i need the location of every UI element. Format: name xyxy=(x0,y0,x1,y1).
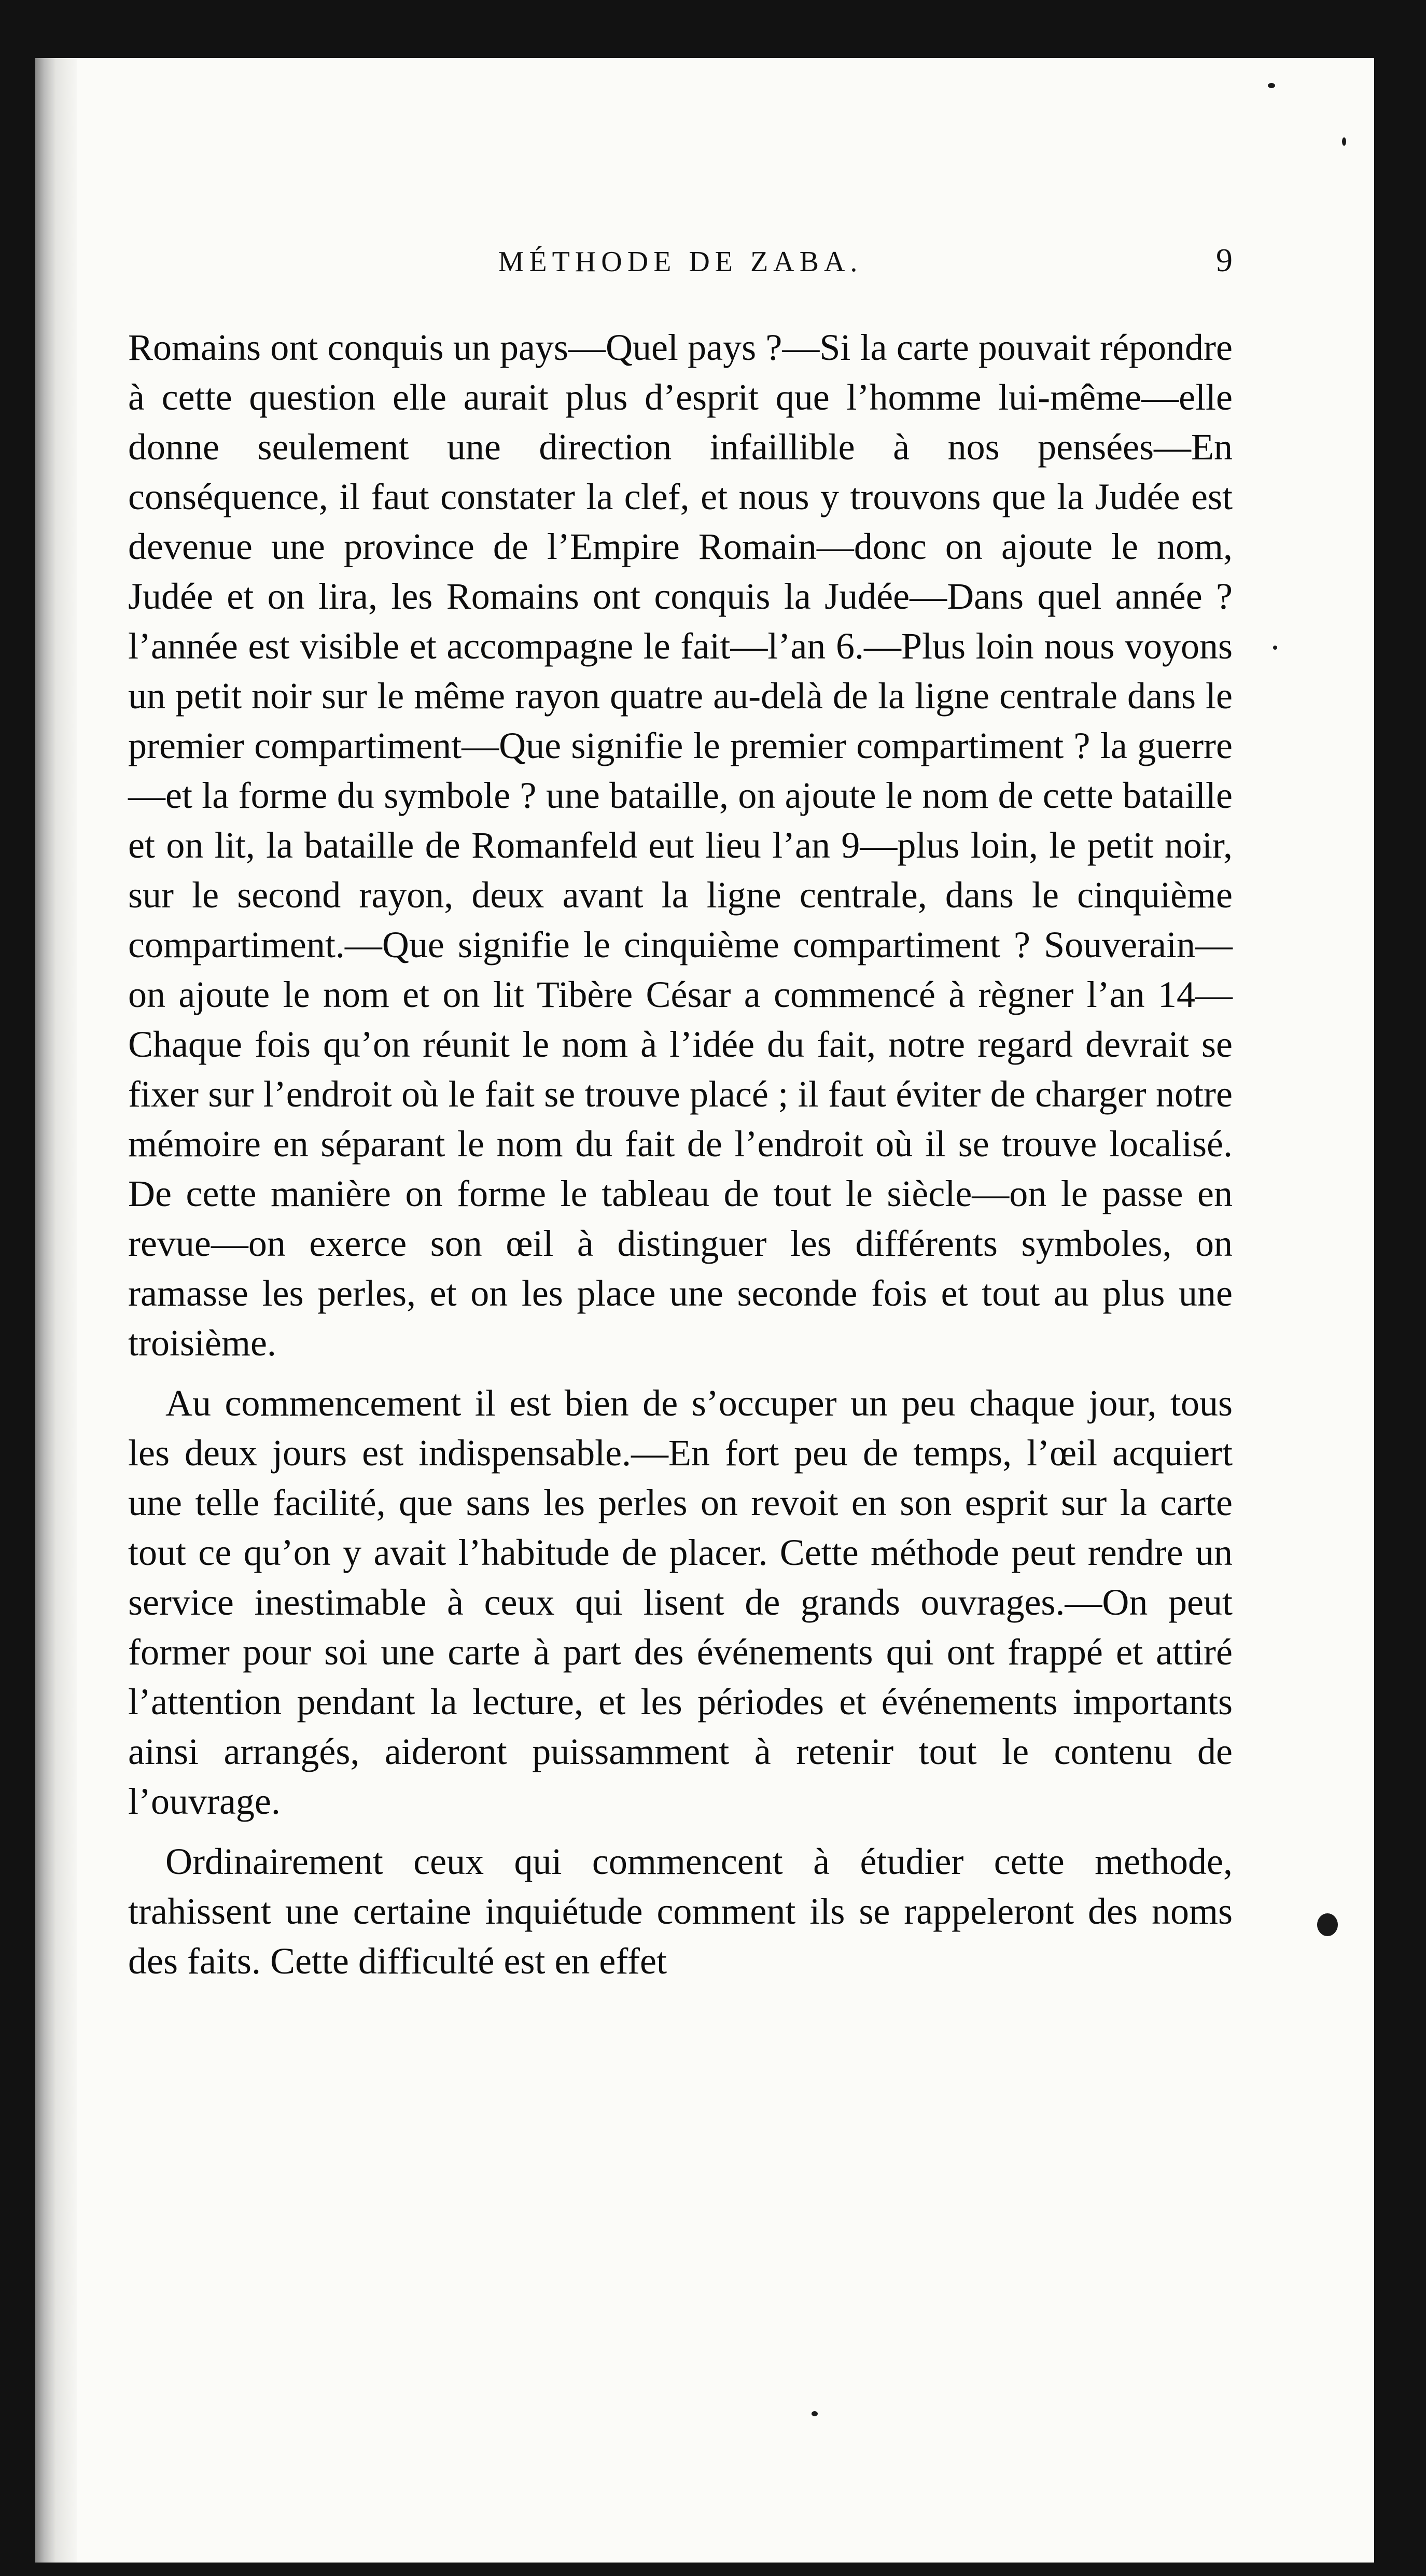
paragraph-2: Au commencement il est bien de s’occuper un peu chaque jour, tous les deux jours est indispensable.—En fort peu de temps, l’œil acquiert une telle facilité, que sans les perles on revoit en son esprit sur la carte tout ce qu’on y avait l’habitude de placer. Cette méthode peut rendre un service inestimable à ceux qui lisent de grands ouvrages.—On peut former pour soi une carte à part des événements qui ont frappé et attiré l’attention pendant la lecture, et les périodes et événements importants ainsi arrangés, aideront puissamment à retenir tout le contenu de l’ouvrage. xyxy=(128,1382,1233,1822)
scan-speck xyxy=(1317,1913,1338,1936)
scan-speck xyxy=(1268,83,1275,88)
page-header xyxy=(128,236,1233,293)
paragraph-1: Romains ont conquis un pays—Quel pays ?—Si la carte pouvait répondre à cette question elle aurait plus d’esprit que l’homme lui-même—elle donne seulement une direction infaillible à nos pensées—En conséquence, il faut constater la clef, et nous y trouvons que la Judée est devenue une province de l’Empire Romain—donc on ajoute le nom, Judée et on lira, les Romains ont conquis la Judée—Dans quel année ? l’année est visible et accompagne le fait—l’an 6.—Plus loin nous voyons un petit noir sur le même rayon quatre au-delà de la ligne centrale dans le premier compartiment—Que signifie le premier compartiment ? la guerre—et la forme du symbole ? une bataille, on ajoute le nom de cette bataille et on lit, la bataille de Romanfeld eut lieu l’an 9—plus loin, le petit noir, sur le second rayon, deux avant la ligne centrale, dans le cinquième compartiment.—Que signifie le cinquième compartiment ? Souverain—on ajoute le nom et on lit Tibère César a commencé à règner l’an 14—Chaque fois qu’on réunit le nom à l’idée du fait, notre regard devrait se fixer sur l’endroit où le fait se trouve placé ; il faut éviter de charger notre mémoire en séparant le nom du fait de l’endroit où il se trouve localisé. De cette manière on forme le tableau de tout le siècle—on le passe en revue—on exerce son œil à distinguer les différents symboles, on ramasse les perles, et on les place une seconde fois et tout au plus une troisième. xyxy=(128,327,1233,1364)
scan-speck xyxy=(1273,646,1277,650)
body-text xyxy=(128,323,1233,1986)
page-number: 9 xyxy=(1216,242,1233,278)
binding-edge xyxy=(35,58,77,2563)
running-title: MÉTHODE DE ZABA. xyxy=(498,246,863,278)
scan-speck xyxy=(1342,137,1346,146)
scan-speck xyxy=(812,2411,818,2416)
paragraph-3: Ordinairement ceux qui commencent à étudier cette methode, trahissent une certaine inquiétude comment ils se rappeleront des noms des faits. Cette difficulté est en effet xyxy=(128,1841,1233,1982)
